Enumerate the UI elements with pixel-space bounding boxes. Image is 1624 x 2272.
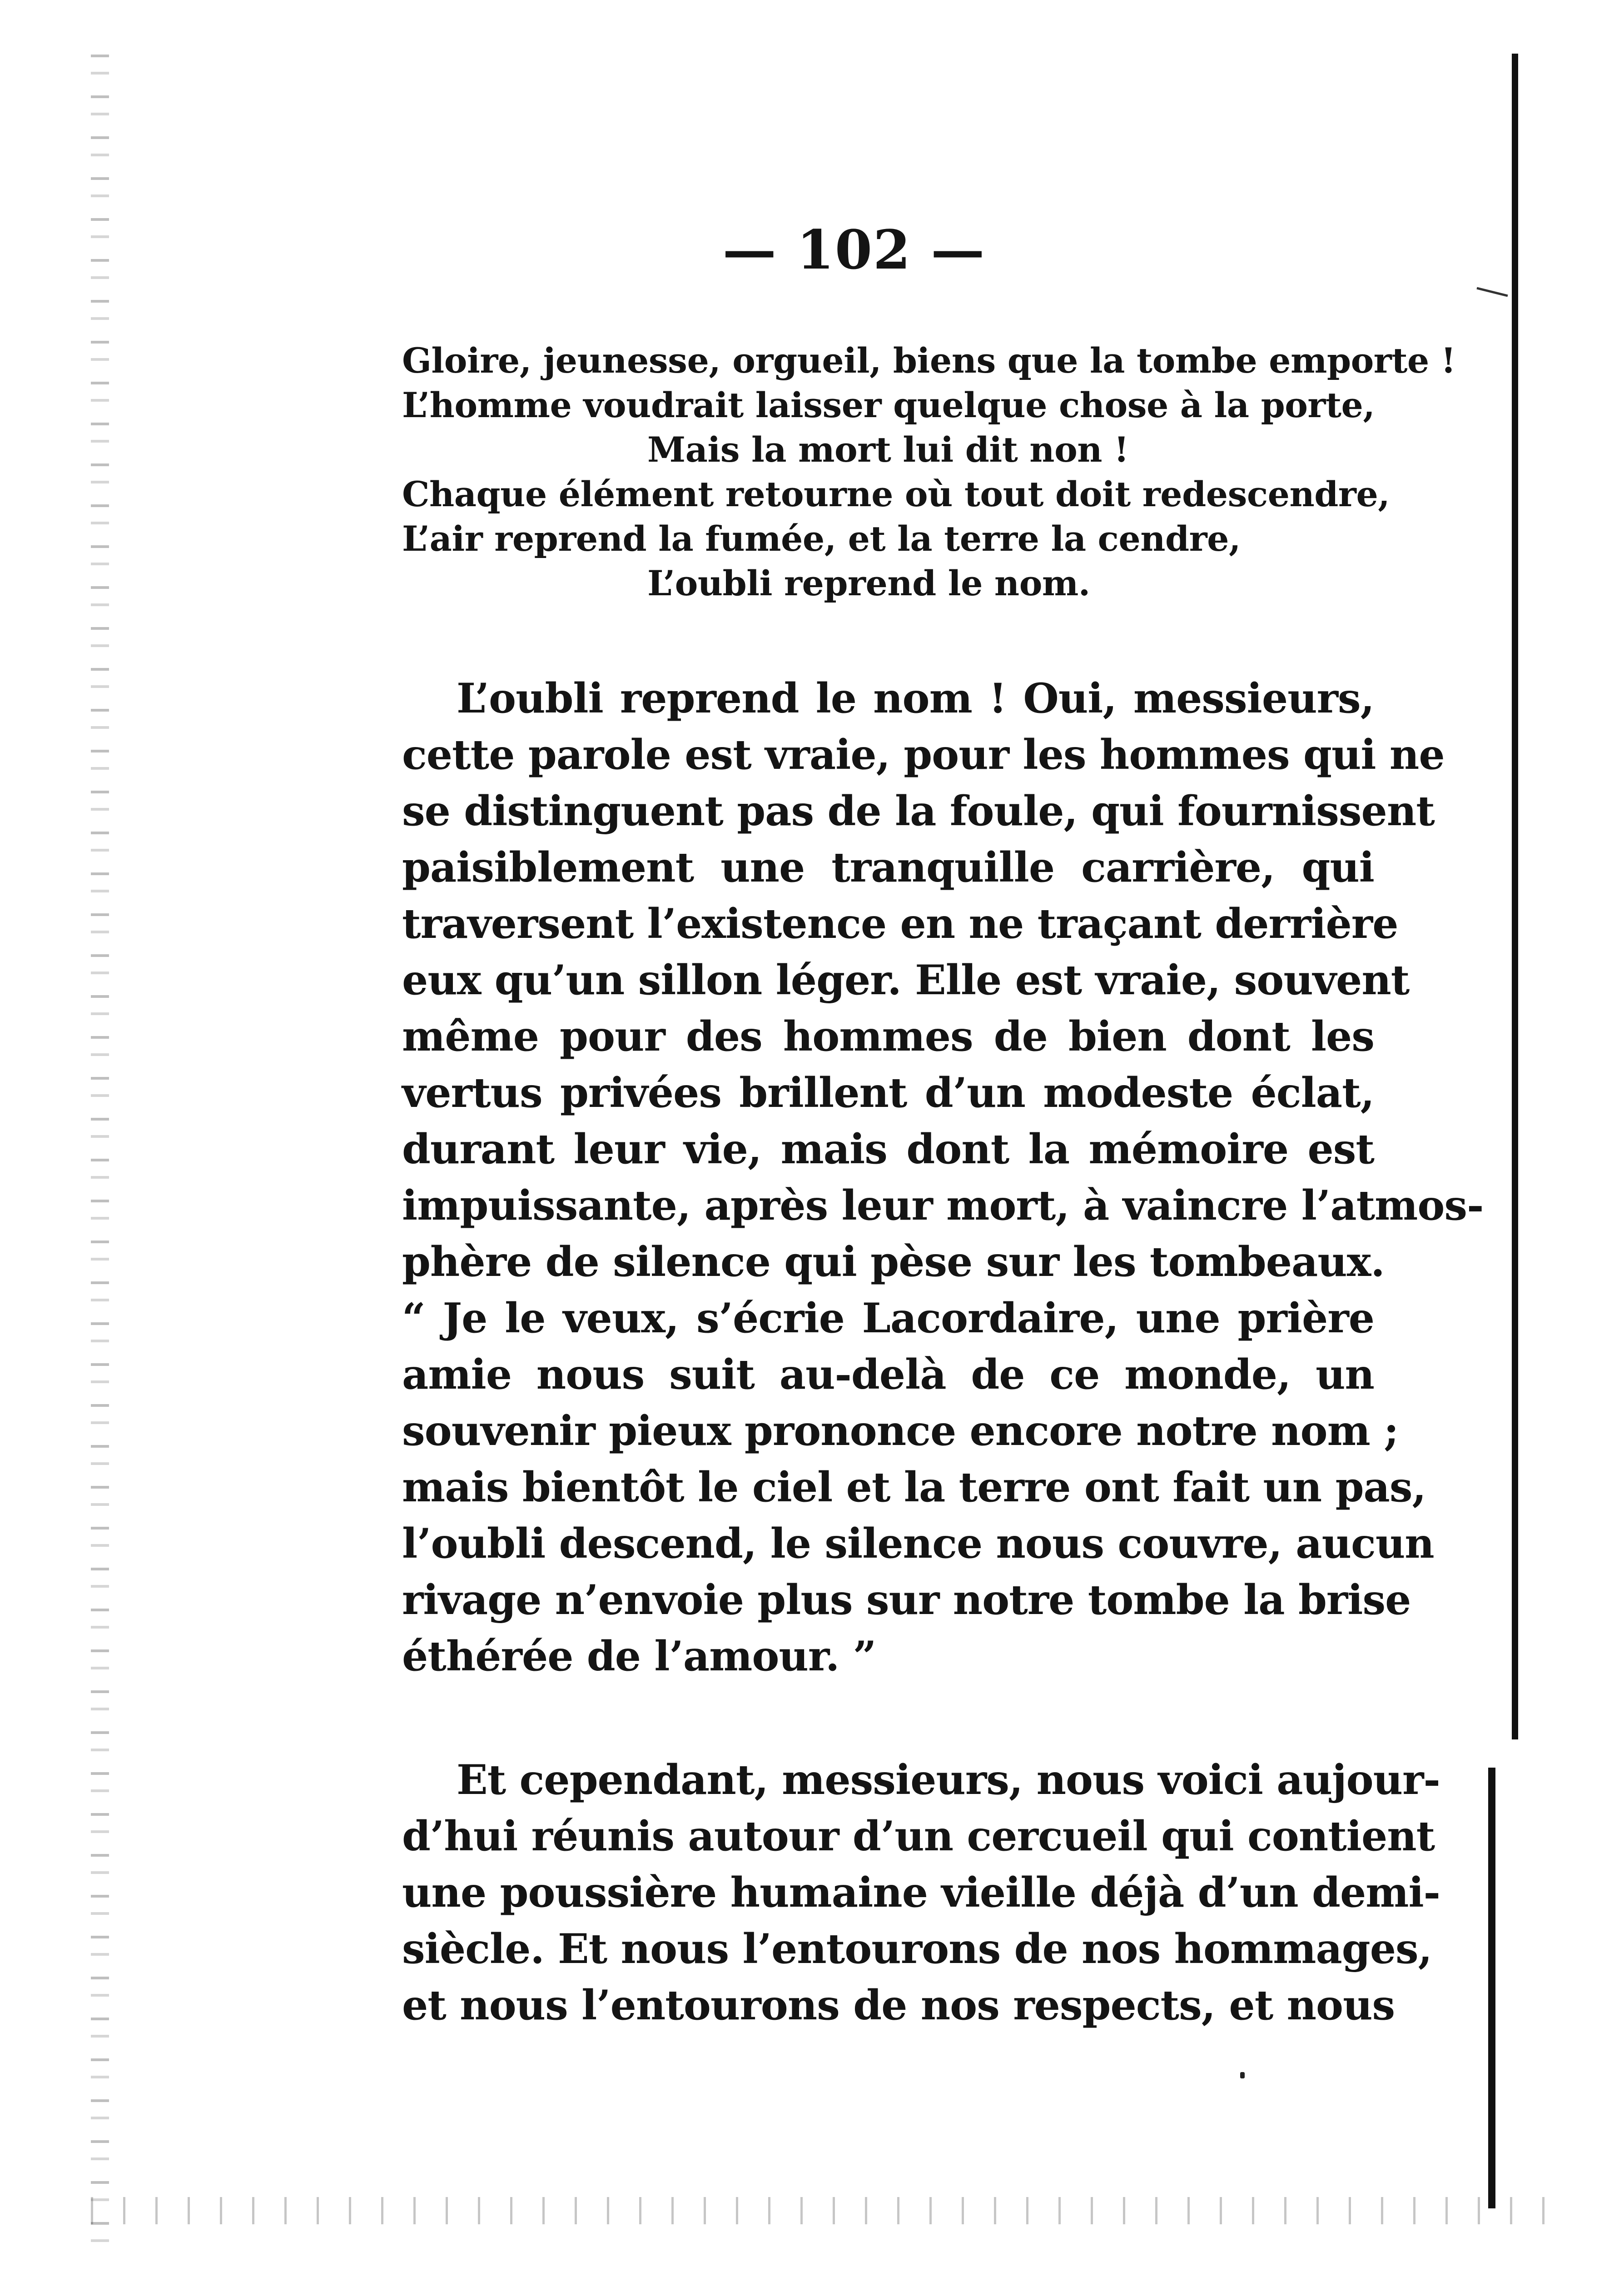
scan-edge-mark [1476,287,1508,297]
text-line: et nous l’entourons de nos respects, et nous [402,1981,1395,2029]
text-line: éthérée de l’amour. ” [402,1632,876,1680]
paragraph-oubli [402,670,1484,1684]
paragraph-cependant [402,1752,1440,2033]
text-line: l’oubli descend, le silence nous couvre, aucun [402,1520,1434,1568]
text-line: rivage n’envoie plus sur notre tombe la brise [402,1576,1411,1624]
scan-right-edge-upper [1512,54,1518,1739]
text-line: se distinguent pas de la foule, qui fournissent [402,787,1435,835]
scan-bottom-noise [91,2197,1545,2224]
scan-binding-edge [91,55,109,2254]
text-line: siècle. Et nous l’entourons de nos hommages, [402,1925,1432,1973]
text-line: phère de silence qui pèse sur les tombeaux. [402,1238,1385,1286]
page-number: — 102 — [722,218,986,281]
text-line: mais bientôt le ciel et la terre ont fait un pas, [402,1463,1426,1511]
text-line: durant leur vie, mais dont la mémoire est [402,1125,1374,1173]
verse-line: Mais la mort lui dit non ! [647,429,1129,470]
text-line: amie nous suit au-delà de ce monde, un [402,1350,1374,1399]
scan-right-edge-lower [1488,1768,1495,2208]
verse-line: L’oubli reprend le nom. [647,563,1090,603]
text-line: d’hui réunis autour d’un cercueil qui contient [402,1812,1435,1860]
text-line: Et cependant, messieurs, nous voici aujour- [457,1756,1440,1804]
text-line: cette parole est vraie, pour les hommes qui ne [402,731,1445,779]
text-line: une poussière humaine vieille déjà d’un demi- [402,1868,1440,1917]
text-line: vertus privées brillent d’un modeste éclat, [402,1069,1374,1117]
text-line: “ Je le veux, s’écrie Lacordaire, une prière [402,1294,1374,1342]
text-line: L’oubli reprend le nom ! Oui, messieurs, [457,674,1374,722]
verse-line: L’air reprend la fumée, et la terre la cendre, [402,518,1241,559]
text-line: même pour des hommes de bien dont les [402,1012,1374,1061]
text-line: eux qu’un sillon léger. Elle est vraie, souvent [402,956,1410,1004]
ink-speck [1240,2072,1245,2078]
text-line: traversent l’existence en ne traçant derrière [402,900,1398,948]
text-line: souvenir pieux prononce encore notre nom ; [402,1407,1399,1455]
verse-line: Chaque élément retourne où tout doit redescendre, [402,474,1390,514]
text-line: paisiblement une tranquille carrière, qui [402,843,1374,892]
text-line: impuissante, après leur mort, à vaincre l’atmos- [402,1181,1484,1230]
verse-line: L’homme voudrait laisser quelque chose à la porte, [402,385,1375,425]
verse-stanza [402,339,1456,606]
verse-line: Gloire, jeunesse, orgueil, biens que la tombe emporte ! [402,340,1456,381]
